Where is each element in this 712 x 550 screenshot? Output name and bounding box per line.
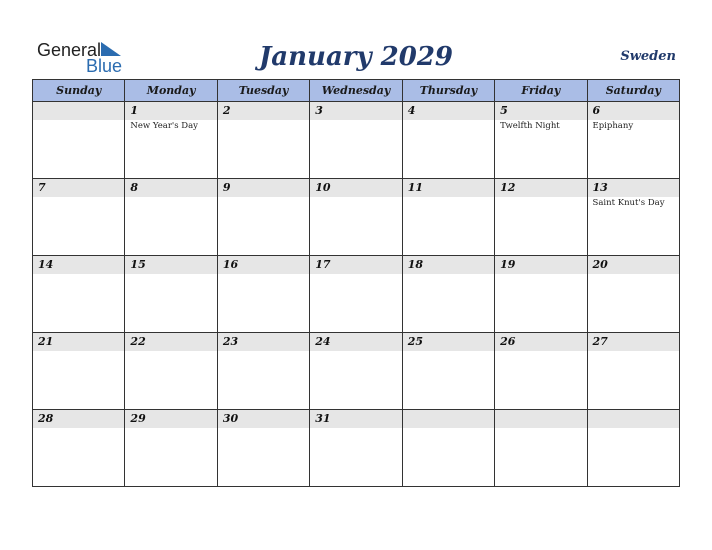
day-cell xyxy=(125,179,217,256)
holiday-label xyxy=(33,351,124,352)
day-number: 2 xyxy=(218,102,309,120)
day-number: 30 xyxy=(218,410,309,428)
day-number: 24 xyxy=(310,333,401,351)
holiday-label xyxy=(588,274,679,275)
weekday-header: Monday xyxy=(125,80,217,102)
day-number xyxy=(403,410,494,428)
day-cell xyxy=(33,256,125,333)
day-cell xyxy=(217,256,309,333)
day-number: 21 xyxy=(33,333,124,351)
day-number: 5 xyxy=(495,102,586,120)
weekday-header: Wednesday xyxy=(310,80,402,102)
day-cell xyxy=(310,256,402,333)
holiday-label: Twelfth Night xyxy=(500,121,560,131)
day-number: 26 xyxy=(495,333,586,351)
day-cell xyxy=(125,102,217,179)
holiday-label: Epiphany xyxy=(592,121,634,131)
holiday-label xyxy=(218,428,309,429)
day-number: 23 xyxy=(218,333,309,351)
holiday-label xyxy=(310,197,401,198)
logo-general-text: General xyxy=(37,40,102,60)
holiday-label xyxy=(218,197,309,198)
holiday-label xyxy=(33,120,124,121)
holiday-label xyxy=(495,351,586,352)
holiday-label xyxy=(125,274,216,275)
day-cell xyxy=(310,102,402,179)
day-cell xyxy=(495,333,587,410)
week-row xyxy=(33,410,680,487)
day-cell xyxy=(402,410,494,487)
holiday-label xyxy=(310,351,401,352)
holiday-label: Saint Knut's Day xyxy=(592,198,665,208)
country-label: Sweden xyxy=(620,49,676,64)
weekday-header: Friday xyxy=(495,80,587,102)
day-number: 3 xyxy=(310,102,401,120)
holiday-label xyxy=(310,120,401,121)
day-number: 25 xyxy=(403,333,494,351)
weekday-header: Tuesday xyxy=(217,80,309,102)
day-number: 11 xyxy=(403,179,494,197)
holiday-label xyxy=(310,428,401,429)
weekday-header: Sunday xyxy=(33,80,125,102)
day-number: 16 xyxy=(218,256,309,274)
day-number: 28 xyxy=(33,410,124,428)
day-cell xyxy=(33,410,125,487)
holiday-label: New Year's Day xyxy=(130,121,198,131)
day-cell xyxy=(33,333,125,410)
day-cell xyxy=(402,102,494,179)
holiday-label xyxy=(218,120,309,121)
page-title: January 2029 xyxy=(258,42,454,72)
week-row xyxy=(33,333,680,410)
day-number: 8 xyxy=(125,179,216,197)
day-number: 18 xyxy=(403,256,494,274)
day-cell xyxy=(495,102,587,179)
day-number: 19 xyxy=(495,256,586,274)
day-cell xyxy=(33,179,125,256)
day-cell xyxy=(587,179,679,256)
day-number: 29 xyxy=(125,410,216,428)
day-number: 20 xyxy=(588,256,679,274)
day-number: 31 xyxy=(310,410,401,428)
day-cell xyxy=(587,256,679,333)
holiday-label xyxy=(495,428,586,429)
holiday-label xyxy=(403,197,494,198)
day-cell xyxy=(402,256,494,333)
holiday-label xyxy=(403,274,494,275)
holiday-label xyxy=(33,274,124,275)
day-cell xyxy=(587,333,679,410)
weekday-header: Saturday xyxy=(587,80,679,102)
day-cell xyxy=(125,410,217,487)
day-number: 14 xyxy=(33,256,124,274)
day-number: 7 xyxy=(33,179,124,197)
day-cell xyxy=(402,179,494,256)
holiday-label xyxy=(495,274,586,275)
holiday-label xyxy=(403,428,494,429)
holiday-label xyxy=(495,197,586,198)
day-number xyxy=(588,410,679,428)
day-cell xyxy=(217,410,309,487)
day-cell xyxy=(310,410,402,487)
holiday-label xyxy=(125,351,216,352)
holiday-label xyxy=(218,351,309,352)
day-cell xyxy=(495,179,587,256)
day-cell xyxy=(495,256,587,333)
day-cell xyxy=(217,179,309,256)
day-number: 17 xyxy=(310,256,401,274)
holiday-label xyxy=(403,351,494,352)
holiday-label xyxy=(33,197,124,198)
week-row xyxy=(33,179,680,256)
day-cell xyxy=(310,179,402,256)
day-number xyxy=(33,102,124,120)
day-cell xyxy=(125,333,217,410)
holiday-label xyxy=(310,274,401,275)
day-number: 12 xyxy=(495,179,586,197)
logo-blue-text: Blue xyxy=(86,56,123,76)
day-cell xyxy=(402,333,494,410)
day-number: 9 xyxy=(218,179,309,197)
day-cell xyxy=(587,102,679,179)
day-number: 1 xyxy=(125,102,216,120)
day-cell xyxy=(587,410,679,487)
weekday-header-row xyxy=(33,80,680,102)
holiday-label xyxy=(403,120,494,121)
day-number: 13 xyxy=(588,179,679,197)
holiday-label xyxy=(125,197,216,198)
day-number: 6 xyxy=(588,102,679,120)
day-number: 22 xyxy=(125,333,216,351)
weekday-header: Thursday xyxy=(402,80,494,102)
day-cell xyxy=(495,410,587,487)
week-row xyxy=(33,256,680,333)
holiday-label xyxy=(125,428,216,429)
day-number: 15 xyxy=(125,256,216,274)
week-row xyxy=(33,102,680,179)
day-cell xyxy=(217,333,309,410)
day-cell xyxy=(217,102,309,179)
day-number: 27 xyxy=(588,333,679,351)
day-cell xyxy=(33,102,125,179)
holiday-label xyxy=(33,428,124,429)
day-cell xyxy=(125,256,217,333)
holiday-label xyxy=(218,274,309,275)
day-cell xyxy=(310,333,402,410)
day-number xyxy=(495,410,586,428)
day-number: 10 xyxy=(310,179,401,197)
calendar-grid xyxy=(32,79,680,487)
holiday-label xyxy=(588,428,679,429)
holiday-label xyxy=(588,351,679,352)
day-number: 4 xyxy=(403,102,494,120)
